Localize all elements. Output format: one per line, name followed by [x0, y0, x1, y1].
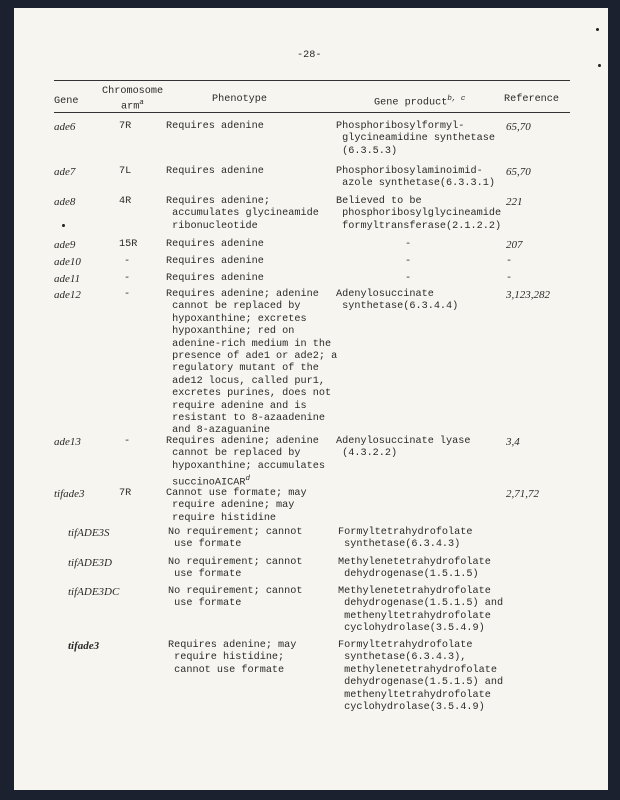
reference-cell: 65,70 — [506, 166, 531, 178]
product-cell: - — [405, 256, 412, 267]
phenotype-cell: Requires adenine — [166, 239, 264, 250]
gene-cell: tifADE3D — [68, 557, 112, 569]
product-cell: Methylenetetrahydrofolate dehydrogenase(1.5.1.5) and methenyltetrahydrofolate cyclohydrolase(3.5.4.9) — [338, 586, 504, 635]
stray-mark — [62, 224, 65, 227]
product-cell: Formyltetrahydrofolate synthetase(6.3.4.3) — [338, 527, 473, 551]
product-cell: Phosphoribosylaminoimid- azole synthetase(6.3.3.1) — [336, 166, 495, 190]
header-phenotype: Phenotype — [212, 94, 268, 105]
reference-cell: 207 — [506, 239, 523, 251]
phenotype-cell: No requirement; cannot use formate — [168, 527, 303, 551]
gene-cell: tifade3 — [68, 640, 100, 652]
phenotype-cell: No requirement; cannot use formate — [168, 586, 303, 610]
gene-cell: ade6 — [54, 121, 76, 133]
document-page — [14, 8, 608, 790]
product-cell: - — [405, 239, 412, 250]
arm-cell: - — [124, 256, 131, 267]
product-cell: Adenylosuccinate lyase (4.3.2.2) — [336, 436, 471, 460]
arm-cell: 15R — [119, 239, 138, 250]
reference-cell: 221 — [506, 196, 523, 208]
phenotype-cell: Requires adenine; may require histidine; cannot use formate — [168, 640, 297, 676]
reference-cell: 3,4 — [506, 436, 520, 448]
header-reference: Reference — [504, 94, 560, 105]
header-gene-product: Gene product$^{b, c}$ — [374, 95, 466, 109]
header-chromosome: Chromosome — [102, 86, 164, 97]
product-cell: Adenylosuccinate synthetase(6.3.4.4) — [336, 289, 459, 313]
product-cell: Phosphoribosylformyl- glycineamidine synthetase (6.3.5.3) — [336, 121, 495, 157]
phenotype-cell: Requires adenine — [166, 256, 264, 267]
gene-cell: ade11 — [54, 273, 81, 285]
gene-cell: tifade3 — [54, 488, 85, 500]
reference-cell: - — [506, 273, 513, 284]
gene-cell: ade9 — [54, 239, 76, 251]
reference-cell: - — [506, 256, 513, 267]
product-cell: - — [405, 273, 412, 284]
gene-cell: ade10 — [54, 256, 81, 268]
gene-cell: ade13 — [54, 436, 81, 448]
arm-cell: 7L — [119, 166, 132, 177]
arm-cell: - — [124, 289, 131, 300]
phenotype-cell: Requires adenine — [166, 166, 264, 177]
margin-mark — [598, 64, 601, 67]
phenotype-cell: Requires adenine — [166, 273, 264, 284]
arm-cell: - — [124, 273, 131, 284]
product-cell: Believed to be phosphoribosylglycineamide formyltransferase(2.1.2.2) — [336, 196, 502, 232]
product-cell: Methylenetetrahydrofolate dehydrogenase(1.5.1.5) — [338, 557, 491, 581]
phenotype-cell: Requires adenine; adenine cannot be replaced by hypoxanthine; accumulates succinoAICAR$^d$ — [166, 436, 325, 489]
phenotype-cell: Requires adenine — [166, 121, 264, 132]
margin-mark — [596, 28, 599, 31]
gene-cell: ade8 — [54, 196, 76, 208]
reference-cell: 65,70 — [506, 121, 531, 133]
arm-cell: 4R — [119, 196, 132, 207]
table-header-rule — [54, 112, 570, 113]
table-top-rule — [54, 80, 570, 81]
phenotype-cell: Requires adenine; adenine cannot be replaced by hypoxanthine; excretes hypoxanthine; red on adenine-rich medium in the presence of ade1 or ade2; a regulatory mutant of the ade12 locus, called pur1, excretes purines, does not require adenine and is resistant to 8-azaadenine and 8-azaguanine — [166, 289, 338, 437]
gene-cell: tifADE3DC — [68, 586, 120, 598]
phenotype-cell: Requires adenine; accumulates glycineamide ribonucleotide — [166, 196, 319, 232]
gene-cell: tifADE3S — [68, 527, 110, 539]
reference-cell: 2,71,72 — [506, 488, 539, 500]
header-gene: Gene — [54, 96, 79, 107]
header-arm: arm$^a$ — [121, 99, 144, 113]
arm-cell: - — [124, 436, 131, 447]
reference-cell: 3,123,282 — [506, 289, 550, 301]
page-number: -28- — [297, 50, 322, 61]
gene-cell: ade7 — [54, 166, 76, 178]
phenotype-cell: Cannot use formate; may require adenine; may require histidine — [166, 488, 307, 524]
gene-cell: ade12 — [54, 289, 81, 301]
arm-cell: 7R — [119, 121, 132, 132]
product-cell: Formyltetrahydrofolate synthetase(6.3.4.3), methylenetetrahydrofolate dehydrogenase(1.5.1.5) and methenyltetrahydrofolate cyclohydrolase(3.5.4.9) — [338, 640, 504, 714]
phenotype-cell: No requirement; cannot use formate — [168, 557, 303, 581]
arm-cell: 7R — [119, 488, 132, 499]
